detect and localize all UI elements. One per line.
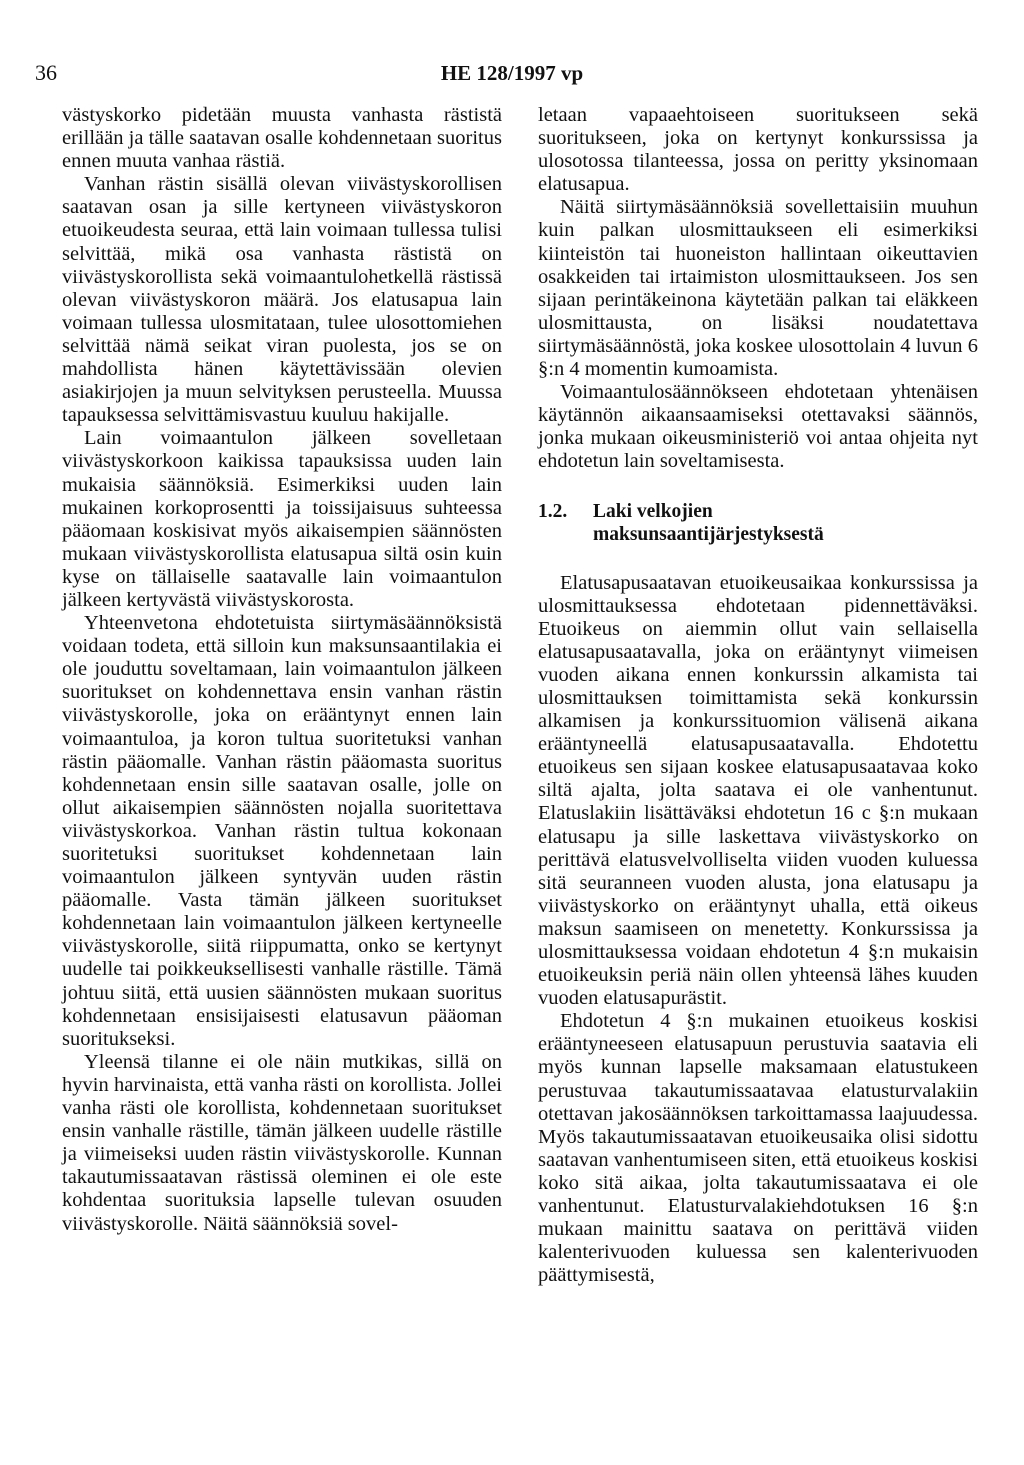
section-title: Laki velkojien maksunsaantijärjestyksestä	[593, 500, 824, 545]
section-heading	[538, 500, 978, 546]
right-column	[538, 104, 978, 1287]
paragraph: Yhteenvetona ehdotetuista siirtymäsäännöksistä voidaan todeta, että silloin kun maksunsaantilakia ei ole jouduttu soveltamaan, lain voimaantulon jälkeen suoritukset on kohdennettava ensin vanhan rästin viivästyskorolle, joka on erääntynyt ennen lain voimaantuloa, ja koron tultua suoritetuksi vanhan rästin pääomalle. Vanhan rästin pääomasta suoritus kohdennetaan ensin sille saatavan osalle, jolle on ollut aikaisempien säännösten nojalla suoritettava viivästyskorkoa. Vanhan rästin tultua kokonaan suoritetuksi suoritukset kohdennetaan lain voimaantulon jälkeen syntyvän uuden rästin pääomalle. Vasta tämän jälkeen suoritukset kohdennetaan lain voimaantulon jälkeen kertyneelle viivästyskorolle, siitä riippumatta, onko se kertynyt uudelle tai poikkeuksellisesti vanhalle rästille. Tämä johtuu siitä, että uusien säännösten mukaan suoritus kohdennetaan ensisijaisesti elatusavun pääoman suoritukseksi.	[62, 612, 502, 1050]
paragraph: Näitä siirtymäsäännöksiä sovellettaisiin muuhun kuin palkan ulosmittaukseen eli esimerkiksi kiinteistön tai huoneiston hallintaan oikeuttavien osakkeiden tai irtaimiston ulosmittaukseen. Jos sen sijaan perintäkeinona käytetään palkan tai eläkkeen ulosmittausta, on lisäksi noudatettava siirtymäsäännöstä, joka koskee ulosottolain 4 luvun 6 §:n 4 momentin kumoamista.	[538, 196, 978, 381]
section-number: 1.2.	[538, 500, 568, 522]
page-number: 36	[35, 60, 57, 85]
paragraph: Elatusapusaatavan etuoikeusaikaa konkurssissa ja ulosmittauksessa ehdotetaan pidennettäväksi. Etuoikeus on aiemmin ollut vain sellaisella elatusapusaatavalla, joka on erääntynyt viimeisen vuoden aikana ennen konkurssin alkamista tai ulosmittauksen toimittamista sekä konkurssin alkamisen ja konkurssituomion välisenä aikana erääntyneellä elatusapusaatavalla. Ehdotettu etuoikeus sen sijaan koskee elatusapusaatavaa koko siltä ajalta, jolta saatava ei ole vanhentunut. Elatuslakiin lisättäväksi ehdotetun 16 c §:n mukaan elatusapu ja sille laskettava viivästyskorko on perittävä elatusvelvolliselta viiden vuoden kuluessa sitä seuranneen vuoden alusta, jona elatusapu ja viivästyskorko on erääntynyt uhalla, että oikeus maksun saamiseen on menetetty. Konkurssissa ja ulosmittauksessa voidaan ehdotetun 4 §:n mukaisin etuoikeuksin periä näin ollen yhteensä lähes kuuden vuoden elatusapurästit.	[538, 571, 978, 1010]
paragraph: västyskorko pidetään muusta vanhasta rästistä erillään ja tälle saatavan osalle kohdennetaan suoritus ennen muuta vanhaa rästiä.	[62, 104, 502, 173]
left-column	[62, 104, 502, 1236]
paragraph: letaan vapaaehtoiseen suoritukseen sekä suoritukseen, joka on kertynyt konkurssissa ja ulosotossa tilanteessa, jossa on peritty yksinomaan elatusapua.	[538, 104, 978, 196]
paragraph: Yleensä tilanne ei ole näin mutkikas, sillä on hyvin harvinaista, että vanha rästi on korollista. Jollei vanha rästi ole korollista, kohdennetaan suoritukset ensin vanhalle rästille, tämän jälkeen uudelle rästille ja viimeiseksi uuden rästin viivästyskorolle. Kunnan takautumissaatavan rästissä oleminen ei ole este kohdentaa suorituksia lapselle tulevan osuuden viivästyskorolle. Näitä säännöksiä sovel-	[62, 1050, 502, 1235]
document-reference: HE 128/1997 vp	[440, 61, 584, 85]
paragraph: Ehdotetun 4 §:n mukainen etuoikeus koskisi erääntyneeseen elatusapuun perustuvia saatavia eli myös kunnan lapselle maksamaan elatustukeen perustuvaa takautumissaatavaa elatusturvalakiin otettavan jakosäännöksen tarkoittamassa laajuudessa. Myös takautumissaatavan etuoikeusaika olisi sidottu saatavan vanhentumiseen siten, että etuoikeus koskisi koko sitä aikaa, jolta takautumissaatava ei ole vanhentunut. Elatusturvalakiehdotuksen 16 §:n mukaan mainittu saatava on perittävä viiden kalenterivuoden kuluessa sen kalenterivuoden päättymisestä,	[538, 1010, 978, 1287]
paragraph: Lain voimaantulon jälkeen sovelletaan viivästyskorkoon kaikissa tapauksissa uuden lain mukaisia säännöksiä. Esimerkiksi uuden lain mukainen korkoprosentti ja toissijaisuus suhteessa pääomaan koskisivat myös aikaisempien säännösten mukaan viivästyskorollista elatusapua siltä osin kuin kyse on tällaiselle saatavalle lain voimaantulon jälkeen kertyvästä viivästyskorosta.	[62, 427, 502, 611]
paragraph: Voimaantulosäännökseen ehdotetaan yhtenäisen käytännön aikaansaamiseksi otettavaksi säännös, jonka mukaan oikeusministeriö voi antaa ohjeita nyt ehdotetun lain soveltamisesta.	[538, 381, 978, 473]
paragraph: Vanhan rästin sisällä olevan viivästyskorollisen saatavan osan ja sille kertyneen viivästyskoron etuoikeudesta seuraa, että lain voimaan tullessa tulisi selvittää, mikä osa vanhasta rästistä on viivästyskorollista sekä voimaantulohetkellä rästissä olevan viivästyskoron määrä. Jos elatusapua lain voimaan tullessa ulosmitataan, tulee ulosottomiehen selvittää nämä seikat viran puolesta, jos se on mahdollista hänen käytettävissään olevien asiakirjojen ja muun selvityksen perusteella. Muussa tapauksessa selvittämisvastuu kuuluu hakijalle.	[62, 173, 502, 427]
